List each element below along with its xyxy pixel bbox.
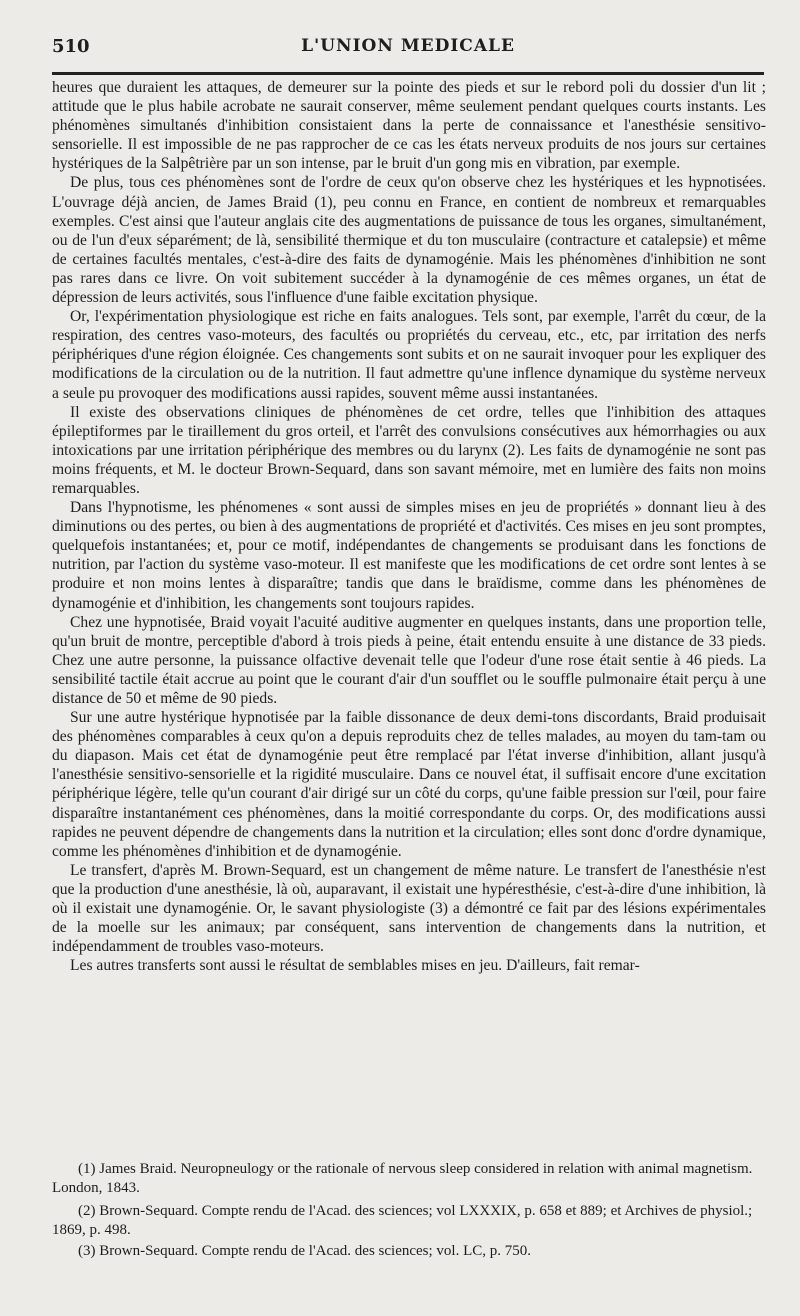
paragraph: Or, l'expérimentation physiologique est riche en faits analogues. Tels sont, par exemple, l'arrêt du cœur, de la respiration, des centres vaso-moteurs, des facultés ou propriétés du cerveau, etc., etc, par irritation des nerfs périphériques d'une région éloignée. Ces changements sont subits et on ne saurait invoquer pour les expliquer des modifications de la circulation ou de la nutrition. Il faut admettre qu'une inflence dynamique du système nerveux a seule pu provoquer des modifications aussi rapides, souvent même aussi instantanées.	[52, 308, 766, 402]
footnote-2: (2) Brown-Sequard. Compte rendu de l'Acad. des sciences; vol LXXXIX, p. 658 et 889; et Archives de physiol.; 1869, p. 498.	[52, 1203, 753, 1238]
footnotes	[52, 1160, 766, 1263]
paragraph: Le transfert, d'après M. Brown-Sequard, est un changement de même nature. Le transfert de l'anesthésie n'est que la production d'une anesthésie, là où, auparavant, il existait une hypéresthésie, c'est-à-dire d'une inhibition, là où il existait une dynamogénie. Or, le savant physiologiste (3) a démontré ce fait par des lésions expérimentales de la moelle sur les animaux; par conséquent, sans intervention de changements dans la nutrition, et indépendamment de troubles vaso-moteurs.	[52, 861, 766, 956]
running-title: L'UNION MEDICALE	[301, 36, 515, 56]
page-number: 510	[52, 36, 90, 57]
paragraph: Il existe des observations cliniques de phénomènes de cet ordre, telles que l'inhibition des attaques épileptiformes par le tiraillement du gros orteil, et l'arrêt des convulsions consécutives aux hémorrhagies ou aux intoxications par une irritation périphérique des membres ou du larynx (2). Les faits de dynamogénie ne sont pas moins fréquents, et M. le docteur Brown-Sequard, dans son savant mémoire, met en lumière des faits non moins remarquables.	[52, 403, 766, 497]
footnote-1: (1) James Braid. Neuropneulogy or the rationale of nervous sleep considered in relation with animal magnetism. London, 1843.	[52, 1161, 753, 1196]
page-header	[52, 36, 764, 66]
paragraph: Sur une autre hystérique hypnotisée par la faible dissonance de deux demi-tons discordants, Braid produisait des phénomènes comparables à ceux qu'on a depuis reproduits chez de telles malades, au moyen du tam-tam ou du diapason. Mais cet état de dynamogénie peut être remplacé par l'état inverse d'inhibition, allant jusqu'à l'anesthésie sensitivo-sensorielle et la rigidité musculaire. Dans ce nouvel état, il suffisait encore d'une excitation périphérique légère, telle qu'un courant d'air dirigé sur un côté du corps, qu'une faible pression sur l'œil, pour faire disparaître instantanément ces phénomènes, dans la moitié correspondante du corps. Or, des modifications aussi rapides ne peuvent dépendre de changements dans la nutrition et la circulation; elles sont donc d'ordre dynamique, comme les phénomènes d'inhibition et de dynamogénie.	[52, 709, 766, 860]
paragraph: heures que duraient les attaques, de demeurer sur la pointe des pieds et sur le rebord poli du dossier d'un lit ; attitude que le plus habile acrobate ne saurait conserver, même seulement pendant quelques courts instants. Les phénomènes simultanés d'inhibition consistaient dans la perte de connaissance et l'anesthésie sensitivo-sensorielle. Il est impossible de ne pas rapprocher de ce cas les états nerveux produits de nos jours sur certaines hystériques de la Salpêtrière par un son intense, par le bruit d'un gong mis en vibration, par exemple.	[52, 79, 766, 173]
body-text	[52, 78, 766, 975]
paragraph: Les autres transferts sont aussi le résultat de semblables mises en jeu. D'ailleurs, fait remar-	[70, 957, 640, 975]
paragraph: Dans l'hypnotisme, les phénomenes « sont aussi de simples mises en jeu de propriétés » donnant lieu à des diminutions ou des pertes, ou bien à des augmentations de propriété et d'activités. Ces mises en jeu sont promptes, quelquefois instantanées; et, pour ce motif, indépendantes de changements se produisant dans les fonctions de nutrition, par l'action du système vaso-moteur. Il est manifeste que les modifications de cet ordre sont lentes à se produire et non moins lentes à disparaître; tandis que dans le braïdisme, comme dans les phénomènes de dynamogénie et d'inhibition, les changements sont toujours rapides.	[52, 499, 766, 612]
paragraph: Chez une hypnotisée, Braid voyait l'acuité auditive augmenter en quelques instants, dans une proportion telle, qu'un bruit de montre, perceptible d'abord à trois pieds à peine, était entendu ensuite à une distance de 33 pieds. Chez une autre personne, la puissance olfactive devenait telle que l'odeur d'une rose était sentie à 46 pieds. La sensibilité tactile était accrue au point que le courant d'air d'un soufflet ou le souffle pulmonaire était perçu à une distance de 50 et même de 90 pieds.	[52, 613, 766, 707]
header-rule	[52, 72, 764, 75]
footnote-3: (3) Brown-Sequard. Compte rendu de l'Acad. des sciences; vol. LC, p. 750.	[78, 1243, 532, 1259]
paragraph: De plus, tous ces phénomènes sont de l'ordre de ceux qu'on observe chez les hystériques et les hypnotisées. L'ouvrage déjà ancien, de James Braid (1), peu connu en France, en contient de nombreux et remarquables exemples. C'est ainsi que l'auteur anglais cite des augmentations de puissance de tous les organes, simultanément, ou de l'un d'eux séparément; de là, sensibilité thermique et du ton musculaire (contracture et catalepsie) et même de certaines facultés mentales, c'est-à-dire des faits de dynamogénie. Mais les phénomènes d'inhibition ne sont pas rares dans ce livre. On voit subitement succéder à la dynamogénie de ces mêmes organes, un état de dépression de leurs activités, sous l'influence d'une faible excitation physique.	[52, 174, 766, 307]
